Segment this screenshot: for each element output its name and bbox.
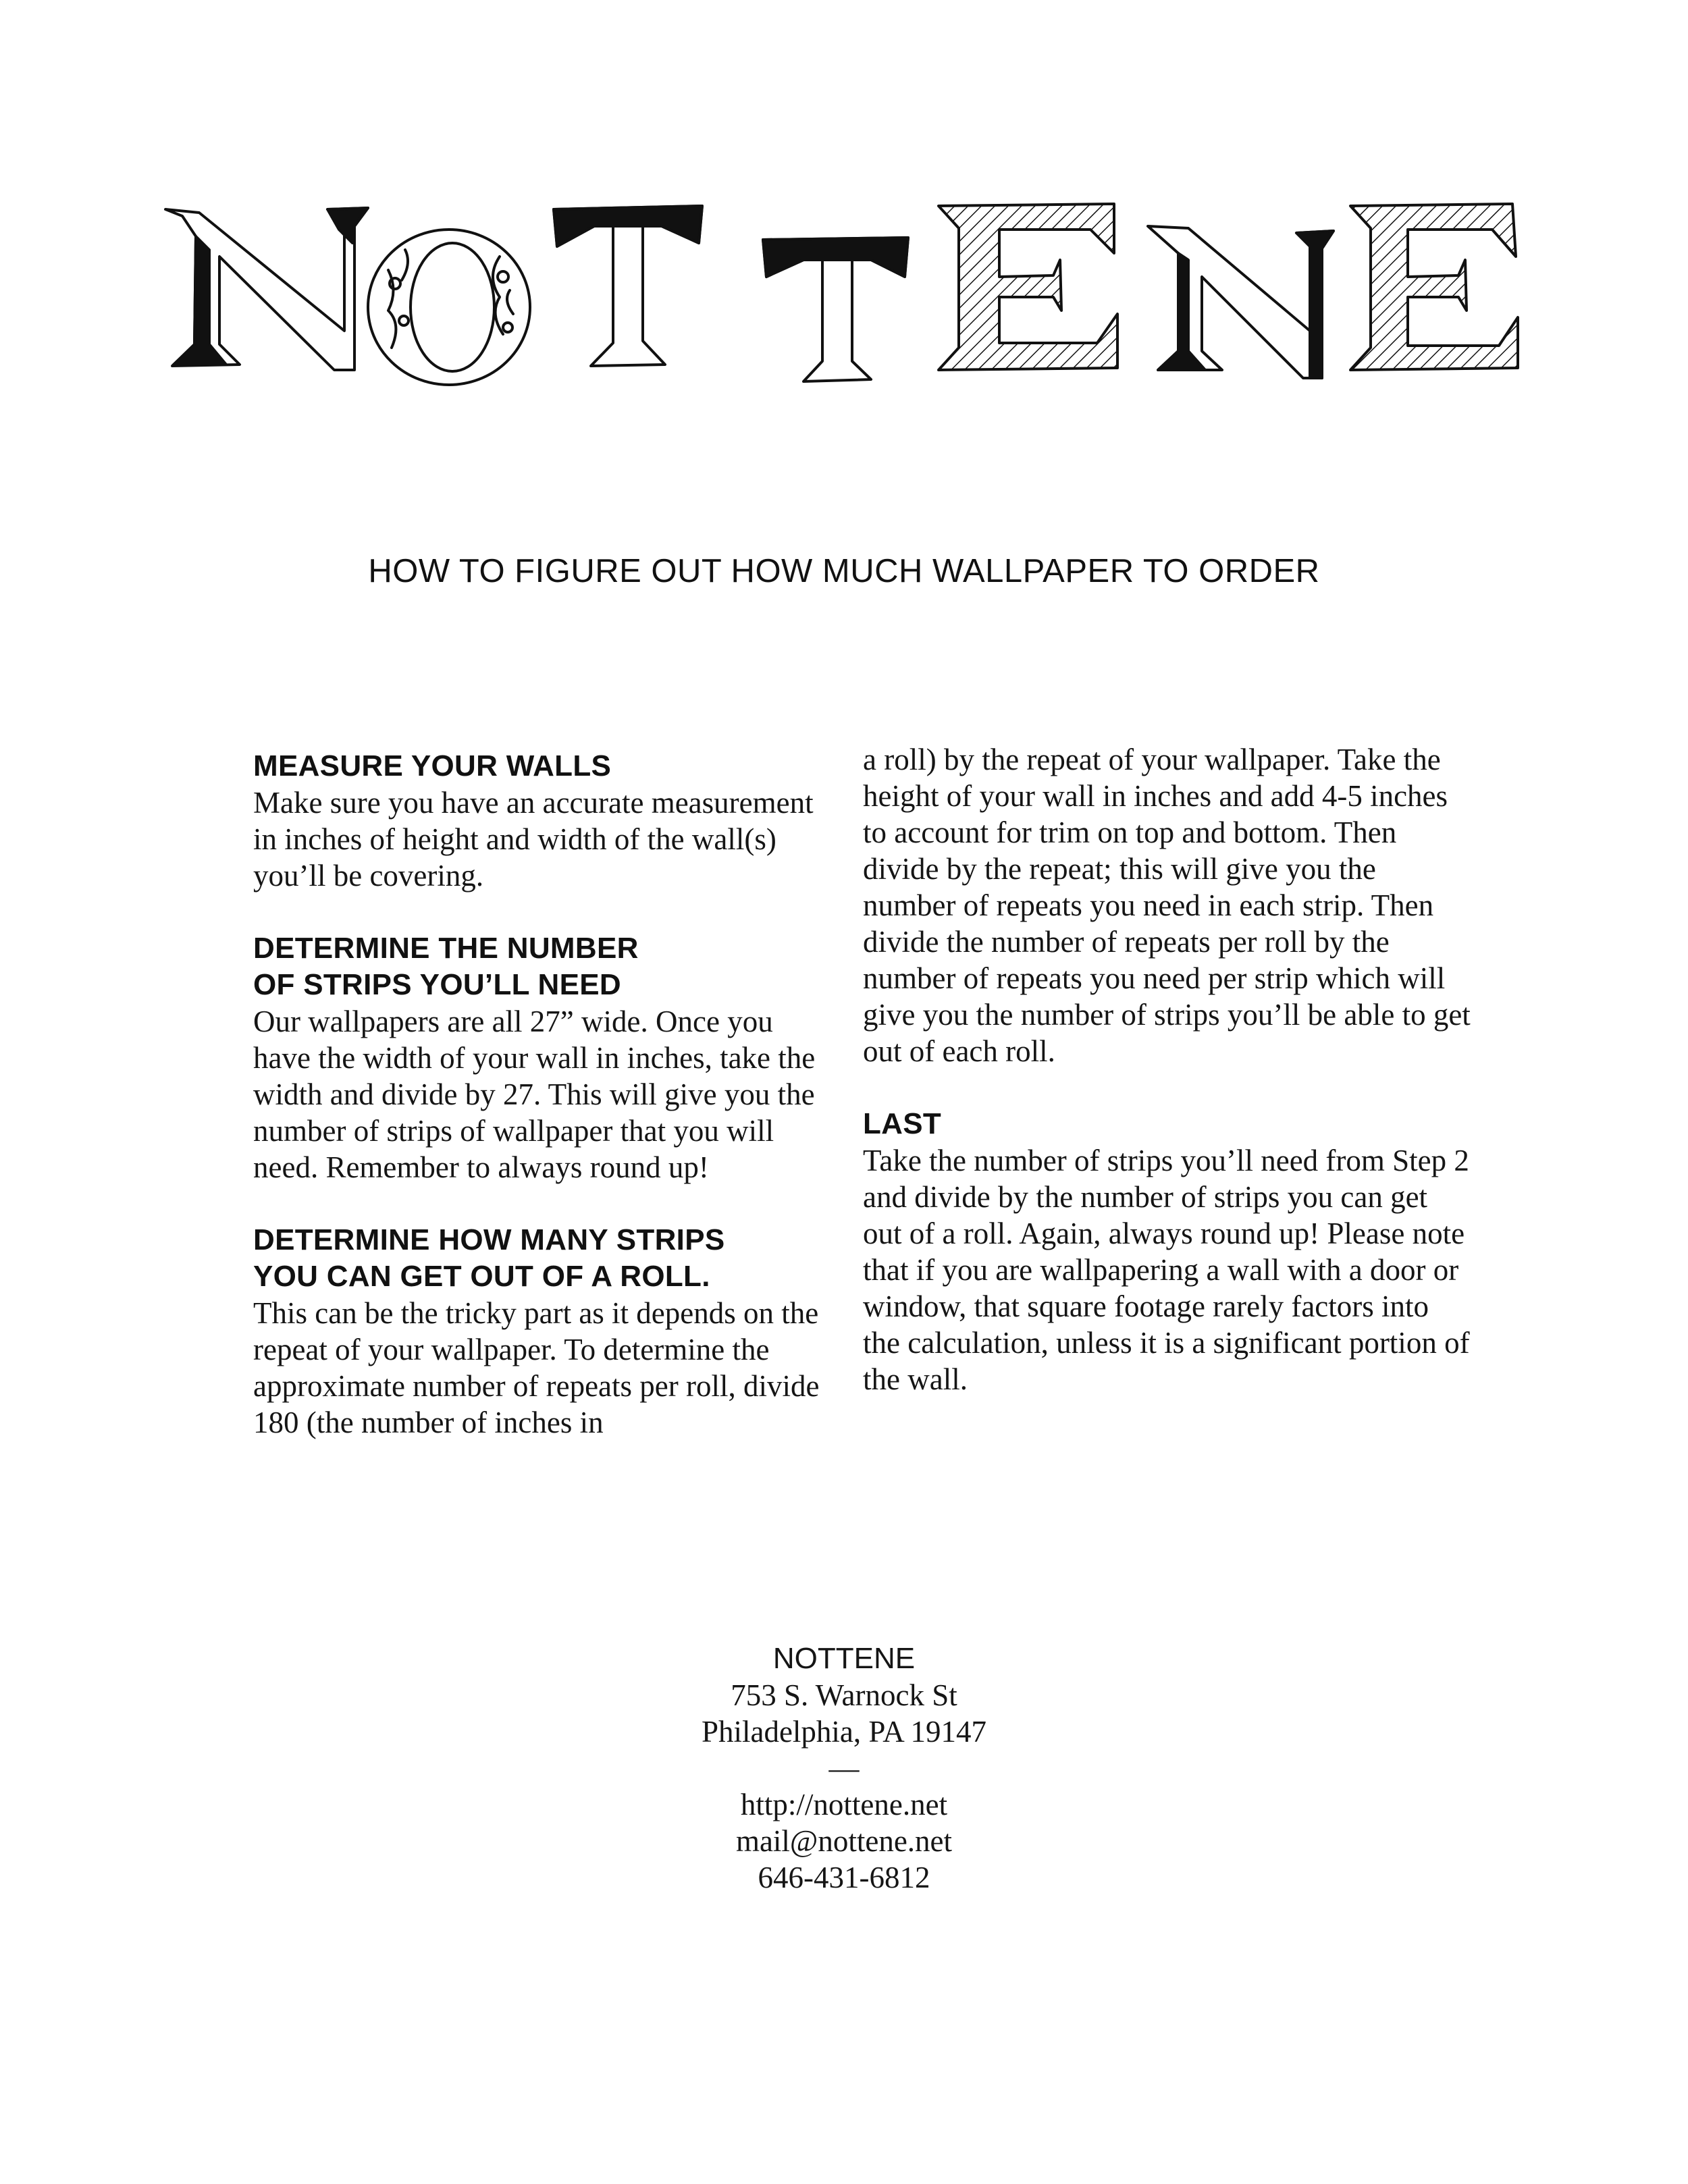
left-column	[253, 748, 834, 1477]
nottene-logo-graphic	[162, 196, 1519, 392]
section-body: a roll) by the repeat of your wallpaper. Take the height of your wall in inches and add 4-5 inches to account for trim on top and bottom. Then divide by the repeat; this will give you the number of repeats you need in each strip. Then divide the number of repeats per roll by the number of repeats you need per strip which will give you the number of strips you’ll be able to get out of each roll.	[863, 743, 1471, 1068]
section-body: This can be the tricky part as it depends on the repeat of your wallpaper. To determine the approximate number of repeats per roll, divide 180 (the number of inches in	[253, 1296, 820, 1439]
section-last	[863, 1106, 1471, 1397]
section-heading	[253, 1222, 834, 1295]
right-column	[863, 741, 1471, 1434]
section-body: Make sure you have an accurate measurement in inches of height and width of the wall(s) you’ll be covering.	[253, 786, 814, 893]
section-heading	[253, 930, 834, 1003]
logo-letter-o	[368, 230, 530, 385]
section-heading: LAST	[863, 1107, 942, 1140]
logo-letter-e1	[939, 204, 1117, 370]
section-measure-walls	[253, 748, 834, 894]
section-heading: MEASURE YOUR WALLS	[253, 749, 612, 782]
contact-footer	[0, 1641, 1688, 1896]
footer-phone: 646-431-6812	[758, 1861, 930, 1894]
section-strips-per-roll	[253, 1222, 834, 1441]
logo-letter-n2	[1148, 226, 1334, 378]
section-heading-line: YOU CAN GET OUT OF A ROLL.	[253, 1260, 710, 1293]
section-body: Take the number of strips you’ll need from Step 2 and divide by the number of strips you can get out of a roll. Again, always round up! Please note that if you are wallpapering a wall with a door or window, that square footage rarely factors into the calculation, unless it is a significant portion of the wall.	[863, 1144, 1470, 1396]
page-title: HOW TO FIGURE OUT HOW MUCH WALLPAPER TO ORDER	[368, 553, 1320, 589]
logo-letter-e2	[1350, 204, 1518, 370]
section-heading-line: OF STRIPS YOU’LL NEED	[253, 968, 621, 1001]
footer-website-link[interactable]: http://nottene.net	[740, 1788, 948, 1821]
footer-separator: —	[828, 1751, 860, 1785]
section-body: Our wallpapers are all 27” wide. Once you have the width of your wall in inches, take the width and divide by 27. This will give you the number of strips of wallpaper that you will need. Remember to always round up!	[253, 1005, 816, 1184]
footer-brand: NOTTENE	[772, 1642, 916, 1675]
logo-letter-n	[165, 208, 368, 370]
section-number-of-strips	[253, 930, 834, 1186]
section-strips-per-roll-continued	[863, 741, 1471, 1069]
nottene-logo	[162, 196, 1519, 392]
logo-letter-t2	[763, 238, 908, 381]
footer-email-link[interactable]: mail@nottene.net	[735, 1824, 953, 1858]
footer-city: Philadelphia, PA 19147	[701, 1715, 987, 1749]
section-heading-line: DETERMINE HOW MANY STRIPS	[253, 1223, 725, 1256]
logo-letter-t1	[554, 206, 702, 366]
footer-street: 753 S. Warnock St	[731, 1678, 957, 1712]
section-heading-line: DETERMINE THE NUMBER	[253, 932, 639, 965]
